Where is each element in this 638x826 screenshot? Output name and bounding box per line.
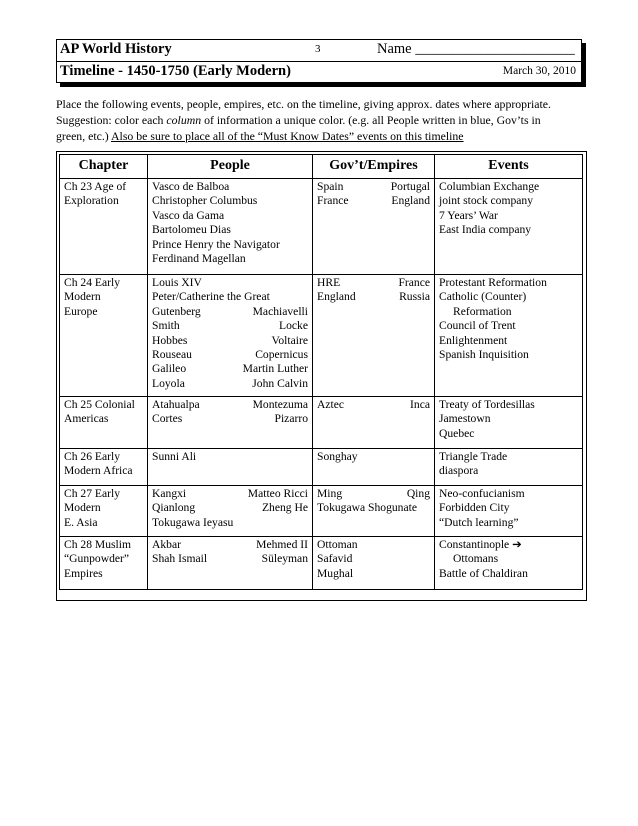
instr-text: green, etc.) [56, 129, 112, 143]
cell-item: England [317, 290, 356, 304]
cell-pair [152, 487, 308, 501]
cell-item: Akbar [152, 538, 181, 551]
table-row [60, 275, 583, 397]
cell-line: Ottomans [453, 552, 499, 566]
cell-line: Quebec [439, 426, 475, 440]
people-cell [148, 275, 313, 397]
header-row-top [57, 40, 581, 62]
header-row-bottom [57, 62, 581, 82]
cell-line: Ch 26 Early [64, 450, 121, 463]
cell-item: Atahualpa [152, 398, 200, 411]
cell-line: 7 Years’ War [439, 208, 498, 222]
table-row [60, 537, 583, 590]
cell-line: Jamestown [439, 412, 491, 426]
table-row [60, 486, 583, 537]
cell-item: Inca [410, 398, 430, 411]
cell-pair [152, 334, 308, 348]
cell-line: Christopher Columbus [152, 194, 258, 208]
cell-line: Empires [64, 566, 103, 580]
cell-line: “Gunpowder” [64, 552, 130, 566]
cell-line: Modern Africa [64, 464, 133, 478]
cell-item: Voltaire [271, 333, 308, 347]
govts-cell [313, 537, 435, 590]
cell-line: Europe [64, 304, 98, 318]
cell-pair [152, 398, 308, 412]
cell-line: East India company [439, 223, 532, 237]
cell-item: Portugal [390, 180, 430, 193]
cell-pair [152, 362, 308, 376]
events-cell [435, 449, 583, 486]
cell-item: Ming [317, 487, 343, 500]
cell-item: Pizarro [274, 412, 308, 426]
cell-line: Neo-confucianism [439, 487, 525, 500]
chapter-cell [60, 275, 148, 397]
chapter-cell [60, 537, 148, 590]
instructions-line-2 [56, 112, 586, 128]
cell-pair [317, 398, 430, 412]
cell-line: Spanish Inquisition [439, 348, 529, 362]
chapter-cell [60, 449, 148, 486]
cell-item: Machiavelli [252, 304, 308, 318]
cell-line: Ch 23 Age of [64, 180, 127, 193]
govts-cell [313, 449, 435, 486]
cell-line: Vasco da Gama [152, 208, 225, 222]
table-row [60, 179, 583, 275]
cell-item: Zheng He [261, 501, 308, 515]
cell-line: Ch 27 Early [64, 487, 121, 500]
cell-item: Spain [317, 180, 344, 193]
cell-line: Modern [64, 501, 101, 515]
cell-item: Rouseau [152, 348, 192, 362]
page-number: 3 [315, 43, 321, 55]
cell-item: Shah Ismail [152, 552, 208, 566]
document-date: March 30, 2010 [502, 65, 576, 77]
cell-line: Louis XIV [152, 276, 202, 289]
table-body [60, 179, 583, 590]
cell-pair [152, 305, 308, 319]
cell-pair [317, 194, 430, 208]
events-cell [435, 486, 583, 537]
cell-line: Battle of Chaldiran [439, 566, 528, 580]
cell-item: Locke [279, 319, 308, 333]
events-cell [435, 179, 583, 275]
cell-item: Mehmed II [256, 538, 308, 551]
people-cell [148, 179, 313, 275]
cell-pair [317, 487, 430, 501]
cell-item: England [391, 194, 430, 208]
cell-pair [317, 180, 430, 194]
events-cell [435, 275, 583, 397]
cell-pair [152, 348, 308, 362]
instr-italic-column: column [166, 113, 202, 127]
header-events: Events [435, 155, 583, 179]
cell-line: Council of Trent [439, 319, 516, 333]
cell-pair [152, 552, 308, 566]
events-cell [435, 537, 583, 590]
cell-line: Columbian Exchange [439, 180, 540, 193]
table-row [60, 449, 583, 486]
cell-line: Safavid [317, 552, 353, 566]
chapter-cell [60, 179, 148, 275]
events-cell [435, 397, 583, 449]
cell-line: Bartolomeu Dias [152, 223, 231, 237]
cell-item: Süleyman [261, 552, 308, 566]
people-cell [148, 449, 313, 486]
cell-pair [152, 501, 308, 515]
cell-line: Tokugawa Ieyasu [152, 515, 234, 529]
header-box [56, 39, 582, 83]
table-header-row [60, 155, 583, 179]
cell-item: Qing [406, 487, 430, 500]
govts-cell [313, 275, 435, 397]
cell-item: John Calvin [252, 376, 308, 390]
cell-line: Ch 28 Muslim [64, 538, 131, 551]
cell-item: Loyola [152, 376, 185, 390]
cell-line: Triangle Trade [439, 450, 508, 463]
cell-item: Galileo [152, 362, 187, 376]
cell-item: Smith [152, 319, 180, 333]
cell-item: France [398, 276, 430, 289]
govts-cell [313, 179, 435, 275]
instr-underlined: Also be sure to place all of the “Must Know Dates” events on this timeline [111, 129, 464, 143]
govts-cell [313, 486, 435, 537]
cell-pair [317, 276, 430, 290]
instructions-line-3 [56, 128, 586, 144]
table-row [60, 397, 583, 449]
cell-line: Constantinople ➔ [439, 538, 522, 551]
timeline-table [59, 154, 583, 590]
people-cell [148, 537, 313, 590]
cell-item: Copernicus [255, 348, 308, 362]
cell-item: Kangxi [152, 487, 187, 500]
cell-line: Ottoman [317, 538, 358, 551]
name-field: Name ______________________ [377, 41, 575, 57]
cell-line: Vasco de Balboa [152, 180, 230, 193]
instructions-line-1: Place the following events, people, empires, etc. on the timeline, giving approx. dates where appropriate. [56, 97, 551, 111]
course-title: AP World History [60, 41, 172, 57]
cell-item: Matteo Ricci [247, 487, 308, 500]
cell-item: Aztec [317, 398, 345, 411]
cell-line: Peter/Catherine the Great [152, 290, 270, 304]
cell-item: HRE [317, 276, 341, 289]
cell-line: joint stock company [439, 194, 534, 208]
cell-line: Forbidden City [439, 501, 510, 515]
cell-pair [152, 377, 308, 391]
cell-line: Ferdinand Magellan [152, 252, 246, 266]
header-chapter: Chapter [60, 155, 148, 179]
cell-line: Exploration [64, 194, 119, 208]
cell-item: Cortes [152, 412, 183, 426]
cell-line: Sunni Ali [152, 450, 197, 463]
cell-item: France [317, 194, 349, 208]
cell-line: Reformation [453, 304, 512, 318]
cell-item: Martin Luther [242, 362, 308, 376]
chapter-cell [60, 486, 148, 537]
cell-line: Prince Henry the Navigator [152, 237, 280, 251]
cell-pair [152, 319, 308, 333]
cell-line: Tokugawa Shogunate [317, 501, 417, 515]
cell-item: Qianlong [152, 501, 196, 515]
table-frame [56, 151, 587, 601]
cell-line: Catholic (Counter) [439, 290, 527, 304]
instructions [56, 96, 586, 144]
cell-line: Mughal [317, 566, 354, 580]
cell-line: Ch 24 Early [64, 276, 121, 289]
cell-line: Americas [64, 412, 109, 426]
chapter-cell [60, 397, 148, 449]
cell-line: Enlightenment [439, 333, 508, 347]
people-cell [148, 397, 313, 449]
cell-line: “Dutch learning” [439, 515, 519, 529]
cell-item: Hobbes [152, 333, 188, 347]
cell-line: Modern [64, 290, 101, 304]
cell-item: Gutenberg [152, 304, 201, 318]
cell-line: Songhay [317, 450, 358, 463]
cell-line: Protestant Reformation [439, 276, 547, 289]
cell-line: E. Asia [64, 515, 98, 529]
cell-item: Russia [399, 290, 430, 304]
timeline-title: Timeline - 1450-1750 (Early Modern) [60, 63, 291, 79]
cell-pair [152, 412, 308, 426]
cell-item: Montezuma [252, 398, 308, 411]
cell-pair [152, 538, 308, 552]
govts-cell [313, 397, 435, 449]
header-govts: Gov’t/Empires [313, 155, 435, 179]
header-people: People [148, 155, 313, 179]
cell-pair [317, 290, 430, 304]
cell-line: Treaty of Tordesillas [439, 398, 535, 411]
instr-text: of information a unique color. (e.g. all People written in blue, Gov’ts in [201, 113, 541, 127]
cell-line: Ch 25 Colonial [64, 398, 135, 411]
people-cell [148, 486, 313, 537]
instr-text: Suggestion: color each [56, 113, 167, 127]
cell-line: diaspora [439, 464, 479, 478]
